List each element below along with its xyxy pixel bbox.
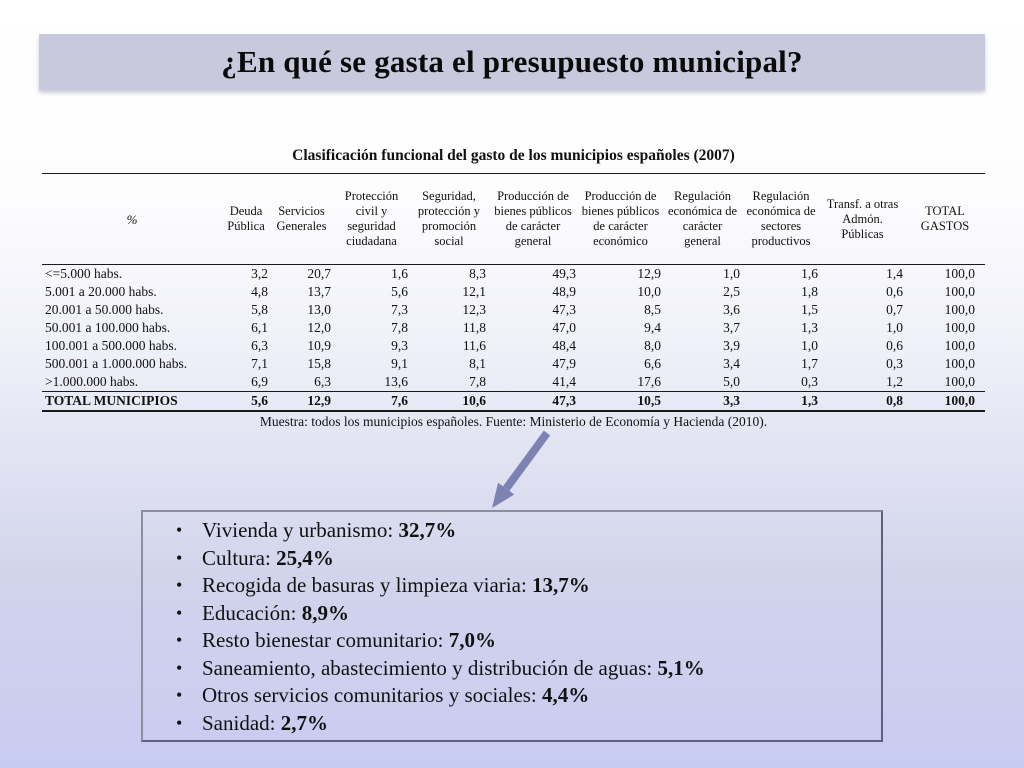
- cell-value: 1,3: [742, 392, 820, 412]
- callout-item: [143, 710, 881, 738]
- cell-value: 47,3: [488, 392, 578, 412]
- cell-value: 0,6: [886, 284, 903, 299]
- callout-item-value: 25,4%: [276, 545, 334, 570]
- callout-item-label: Saneamiento, abastecimiento y distribución de aguas:: [202, 655, 658, 680]
- cell-value: 100,0: [944, 284, 975, 299]
- cell-value: 13,6: [384, 374, 408, 389]
- col-header: Producción de bienes públicos de carácter económico: [578, 174, 663, 265]
- cell-value: 12,0: [307, 320, 331, 335]
- cell-value: 7,1: [251, 356, 268, 371]
- cell-value: 100,0: [944, 338, 975, 353]
- cell-value: 1,6: [391, 266, 408, 281]
- cell-value: 1,0: [723, 266, 740, 281]
- callout-item: [143, 655, 881, 683]
- cell-value: 5,0: [723, 374, 740, 389]
- table-row: [42, 301, 985, 319]
- cell-value: 0,8: [820, 392, 905, 412]
- cell-value: 4,8: [251, 284, 268, 299]
- cell-value: 8,1: [469, 356, 486, 371]
- cell-value: 8,5: [644, 302, 661, 317]
- callout-item-value: 4,4%: [542, 683, 590, 707]
- col-header: Deuda Pública: [222, 174, 270, 265]
- callout-item-label: Recogida de basuras y limpieza viaria:: [202, 573, 533, 597]
- cell-value: 5,8: [251, 302, 268, 317]
- cell-value: 6,9: [251, 374, 268, 389]
- cell-value: 47,0: [552, 320, 576, 335]
- callout-item: [143, 572, 881, 600]
- cell-value: 100,0: [944, 302, 975, 317]
- table-row: [42, 373, 985, 392]
- cell-value: 9,3: [391, 338, 408, 353]
- col-header: Producción de bienes públicos de carácter general: [488, 174, 578, 265]
- cell-value: 10,9: [307, 338, 331, 353]
- cell-value: 6,3: [314, 374, 331, 389]
- col-header: Protección civil y seguridad ciudadana: [333, 174, 410, 265]
- cell-value: 3,2: [251, 266, 268, 281]
- row-label: >1.000.000 habs.: [45, 374, 139, 389]
- row-label: 5.001 a 20.000 habs.: [45, 284, 157, 299]
- table-row: [42, 319, 985, 337]
- table-row: [42, 337, 985, 355]
- cell-value: 1,3: [801, 320, 818, 335]
- row-label: 20.001 a 50.000 habs.: [45, 302, 164, 317]
- cell-value: 3,9: [723, 338, 740, 353]
- slide-title: ¿En qué se gasta el presupuesto municipal?: [221, 44, 803, 79]
- cell-value: 8,0: [644, 338, 661, 353]
- table-row: [42, 355, 985, 373]
- cell-value: 1,4: [886, 266, 903, 281]
- col-header-percent: %: [42, 174, 222, 265]
- callout-arrow-icon: [470, 425, 590, 520]
- cell-value: 1,0: [886, 320, 903, 335]
- cell-value: 5,6: [391, 284, 408, 299]
- row-label: 50.001 a 100.000 habs.: [45, 320, 171, 335]
- cell-value: 3,4: [723, 356, 740, 371]
- cell-value: 7,6: [333, 392, 410, 412]
- callout-item: [143, 517, 881, 545]
- cell-value: 0,3: [886, 356, 903, 371]
- cell-value: 100,0: [944, 374, 975, 389]
- cell-value: 5,6: [222, 392, 270, 412]
- col-header: Regulación económica de carácter general: [663, 174, 742, 265]
- cell-value: 6,1: [251, 320, 268, 335]
- cell-value: 12,9: [270, 392, 333, 412]
- cell-value: 49,3: [552, 266, 576, 281]
- table-header-row: [42, 174, 985, 265]
- callout-item-value: 32,7%: [398, 518, 457, 542]
- cell-value: 1,6: [801, 266, 818, 281]
- col-header: Seguridad, protección y promoción social: [410, 174, 488, 265]
- callout-item-value: 2,7%: [280, 710, 328, 735]
- callout-item-label: Sanidad:: [202, 710, 281, 735]
- callout-item-label: Cultura:: [202, 545, 277, 570]
- cell-value: 7,3: [391, 302, 408, 317]
- cell-value: 10,5: [578, 392, 663, 412]
- callout-item-label: Educación:: [202, 600, 302, 625]
- callout-item-label: Resto bienestar comunitario:: [202, 628, 449, 652]
- cell-value: 8,3: [469, 266, 486, 281]
- cell-value: 11,6: [462, 338, 486, 353]
- cell-value: 6,3: [251, 338, 268, 353]
- cell-value: 100,0: [944, 266, 975, 281]
- table-body: [42, 265, 985, 412]
- callout-item-value: 8,9%: [301, 600, 349, 625]
- cell-value: 17,6: [637, 374, 661, 389]
- table-row: [42, 265, 985, 284]
- callout-item: [143, 545, 881, 573]
- cell-value: 100,0: [944, 320, 975, 335]
- cell-value: 0,7: [886, 302, 903, 317]
- cell-value: 0,3: [801, 374, 818, 389]
- cell-value: 1,0: [801, 338, 818, 353]
- cell-value: 1,5: [801, 302, 818, 317]
- cell-value: 2,5: [723, 284, 740, 299]
- cell-value: 13,7: [307, 284, 331, 299]
- table-title: Clasificación funcional del gasto de los municipios españoles (2007): [292, 147, 735, 164]
- callout-box: [141, 510, 883, 742]
- row-label: TOTAL MUNICIPIOS: [42, 392, 222, 412]
- cell-value: 10,0: [637, 284, 661, 299]
- cell-value: 1,8: [801, 284, 818, 299]
- cell-value: 47,9: [552, 356, 576, 371]
- slide-title-bar: [39, 34, 985, 90]
- expenditure-table: [42, 173, 985, 412]
- cell-value: 3,7: [723, 320, 740, 335]
- cell-value: 12,1: [462, 284, 486, 299]
- callout-item: [143, 682, 881, 710]
- cell-value: 47,3: [552, 302, 576, 317]
- table-footnote: Muestra: todos los municipios españoles. Fuente: Ministerio de Economía y Hacienda (2010).: [259, 414, 768, 429]
- table-total-row: [42, 392, 985, 412]
- cell-value: 100,0: [905, 392, 985, 412]
- cell-value: 3,6: [723, 302, 740, 317]
- cell-value: 41,4: [552, 374, 576, 389]
- row-label: 500.001 a 1.000.000 habs.: [45, 356, 188, 371]
- cell-value: 3,3: [663, 392, 742, 412]
- cell-value: 12,9: [637, 266, 661, 281]
- cell-value: 1,2: [886, 374, 903, 389]
- callout-item: [143, 600, 881, 628]
- callout-item-value: 13,7%: [532, 573, 590, 597]
- cell-value: 6,6: [644, 356, 661, 371]
- cell-value: 100,0: [944, 356, 975, 371]
- col-header: Regulación económica de sectores productivos: [742, 174, 820, 265]
- cell-value: 7,8: [469, 374, 486, 389]
- cell-value: 13,0: [307, 302, 331, 317]
- cell-value: 10,6: [410, 392, 488, 412]
- cell-value: 7,8: [391, 320, 408, 335]
- cell-value: 9,4: [644, 320, 661, 335]
- cell-value: 1,7: [801, 356, 818, 371]
- col-header: TOTAL GASTOS: [905, 174, 985, 265]
- col-header: Servicios Generales: [270, 174, 333, 265]
- callout-item-value: 7,0%: [448, 628, 496, 652]
- cell-value: 12,3: [462, 302, 486, 317]
- callout-item-label: Otros servicios comunitarios y sociales:: [202, 683, 543, 707]
- callout-item-label: Vivienda y urbanismo:: [202, 518, 399, 542]
- cell-value: 11,8: [462, 320, 486, 335]
- cell-value: 9,1: [391, 356, 408, 371]
- cell-value: 48,4: [552, 338, 576, 353]
- callout-list: [143, 517, 881, 737]
- cell-value: 48,9: [552, 284, 576, 299]
- callout-item: [143, 627, 881, 655]
- cell-value: 0,6: [886, 338, 903, 353]
- callout-item-value: 5,1%: [657, 655, 705, 680]
- cell-value: 20,7: [307, 266, 331, 281]
- row-label: 100.001 a 500.000 habs.: [45, 338, 177, 353]
- row-label: <=5.000 habs.: [45, 266, 123, 281]
- cell-value: 15,8: [307, 356, 331, 371]
- col-header: Transf. a otras Admón. Públicas: [820, 174, 905, 265]
- table-row: [42, 283, 985, 301]
